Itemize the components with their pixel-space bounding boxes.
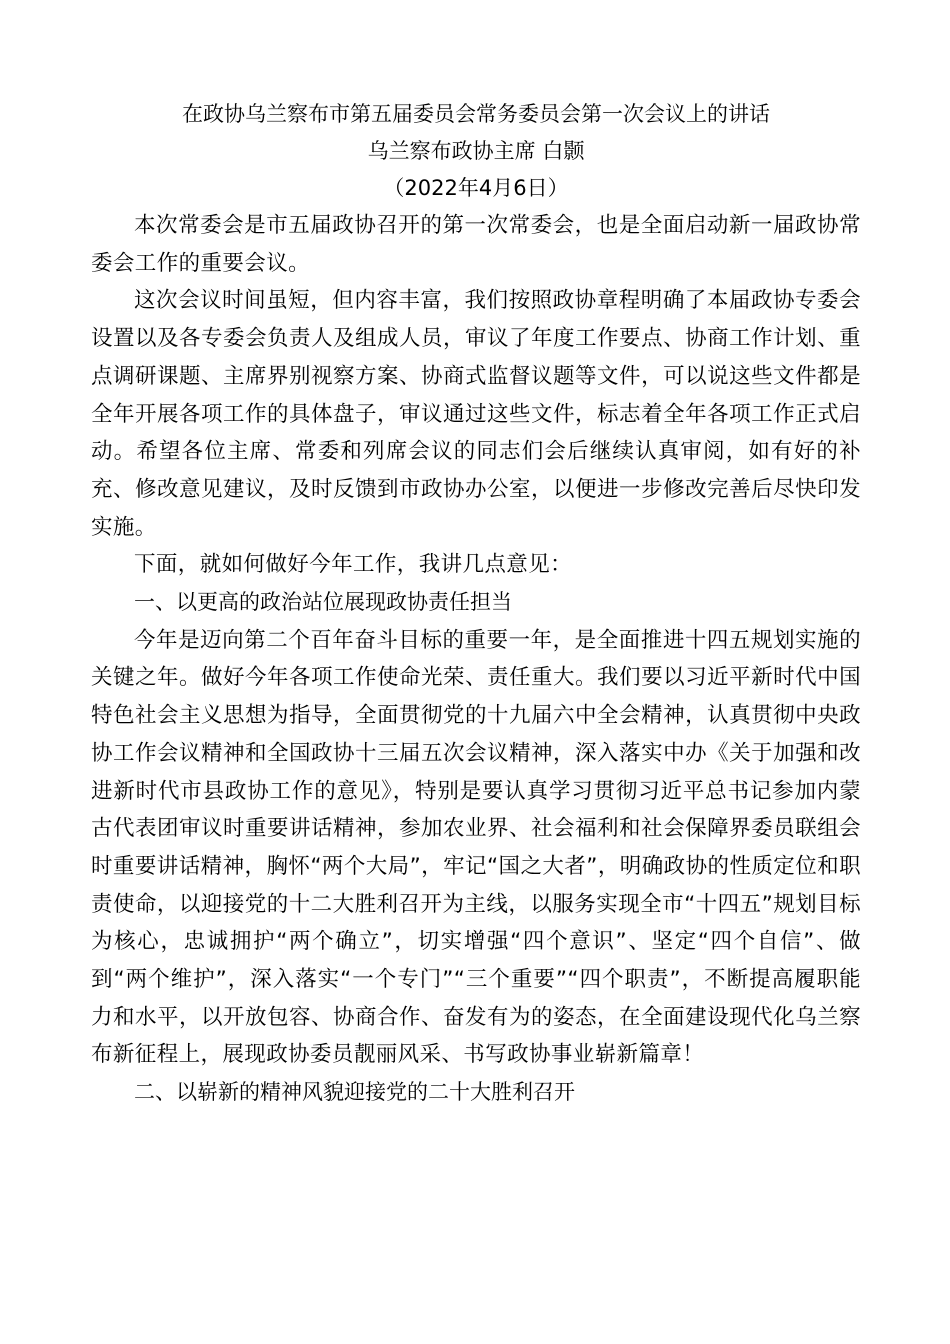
document-page: [91, 96, 861, 1112]
paragraph-intro: 本次常委会是市五届政协召开的第一次常委会，也是全面启动新一届政协常委会工作的重要会议。: [91, 213, 861, 276]
section-heading-2: 二、以崭新的精神风貌迎接党的二十大胜利召开: [134, 1080, 575, 1105]
document-title: 在政协乌兰察布市第五届委员会常务委员会第一次会议上的讲话: [182, 102, 770, 126]
section-heading-1: 一、以更高的政治站位展现政协责任担当: [134, 590, 512, 615]
section-1-paragraph: 今年是迈向第二个百年奋斗目标的重要一年，是全面推进十四五规划实施的关键之年。做好今年各项工作使命光荣、责任重大。我们要以习近平新时代中国特色社会主义思想为指导，全面贯彻党的十九届六中全会精神，认真贯彻中央政协工作会议精神和全国政协十三届五次会议精神，深入落实中办《关于加强和改进新时代市县政协工作的意见》，特别是要认真学习贯彻习近平总书记参加内蒙古代表团审议时重要讲话精神，参加农业界、社会福利和社会保障界委员联组会时重要讲话精神，胸怀“两个大局”，牢记“国之大者”，明确政协的性质定位和职责使命，以迎接党的十二大胜利召开为主线，以服务实现全市“十四五”规划目标为核心，忠诚拥护“两个确立”，切实增强“四个意识”、坚定“四个自信”、做到“两个维护”，深入落实“一个专门”“三个重要”“四个职责”，不断提高履职能力和水平，以开放包容、协商合作、奋发有为的姿态，在全面建设现代化乌兰察布新征程上，展现政协委员靓丽风采、书写政协事业崭新篇章！: [91, 627, 861, 1068]
document-date: （2022年4月6日）: [383, 176, 569, 200]
paragraph-meeting-content: 这次会议时间虽短，但内容丰富，我们按照政协章程明确了本届政协专委会设置以及各专委会负责人及组成人员，审议了年度工作要点、协商工作计划、重点调研课题、主席界别视察方案、协商式监督议题等文件，可以说这些文件都是全年开展各项工作的具体盘子，审议通过这些文件，标志着全年各项工作正式启动。希望各位主席、常委和列席会议的同志们会后继续认真审阅，如有好的补充、修改意见建议，及时反馈到市政协办公室，以便进一步修改完善后尽快印发实施。: [91, 288, 861, 540]
paragraph-opinions-lead: 下面，就如何做好今年工作，我讲几点意见：: [134, 552, 573, 578]
document-author: 乌兰察布政协主席 白颢: [367, 139, 585, 163]
